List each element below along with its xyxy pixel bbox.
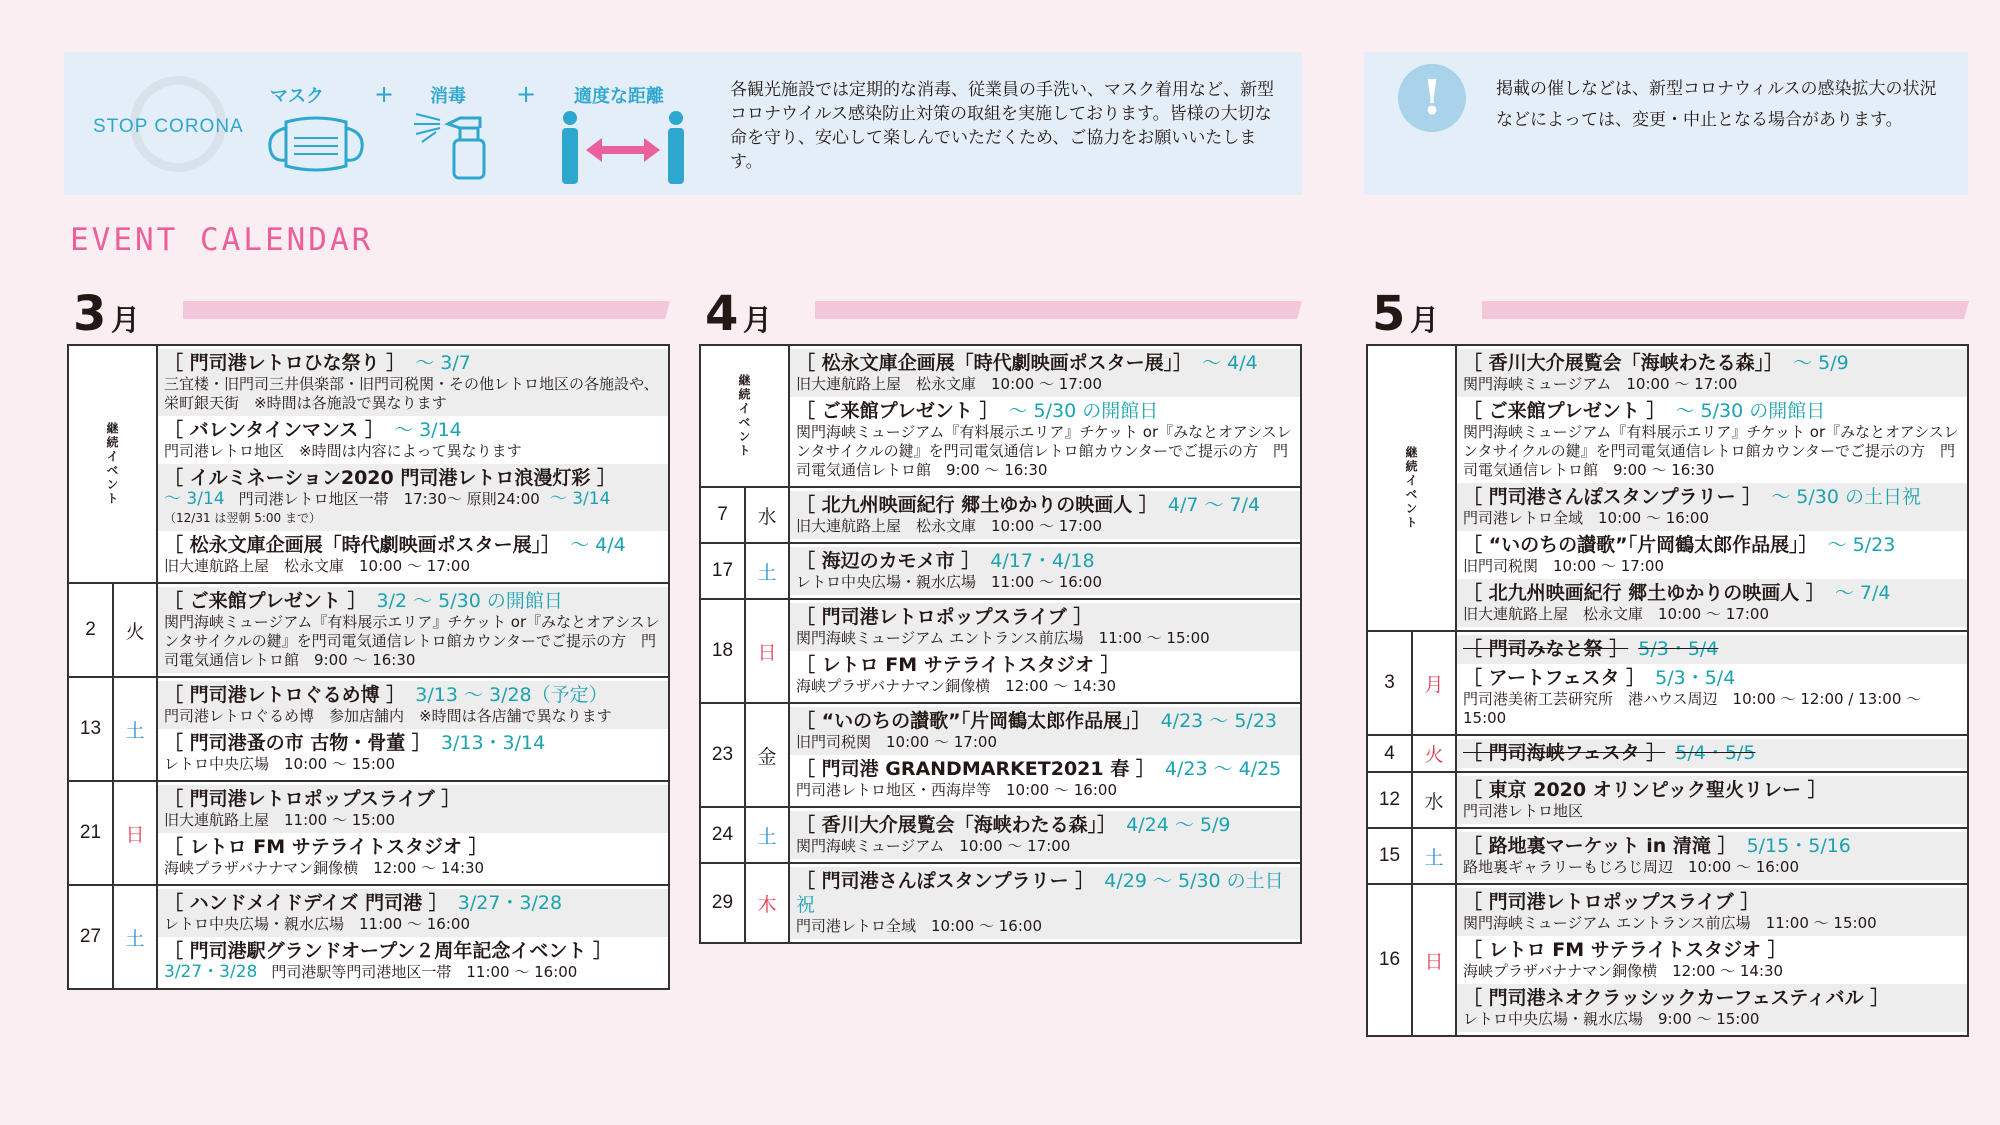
month-header (699, 284, 1302, 342)
event-item (1457, 483, 1967, 531)
ongoing-label: 継続イベント (105, 422, 119, 506)
table-row (1368, 829, 1967, 885)
event-title: ［ 門司港 GRANDMARKET2021 春 ］ (796, 758, 1155, 780)
date-cell: 4 (1368, 736, 1413, 771)
event-detail: 関門海峡ミュージアム『有料展示エリア』チケット or『みなとオアシスレンタサイクルの鍵』を門司電気通信レトロ館カウンターでご提示の方 門司電気通信レトロ館 9:00 ～ 16:30 (796, 423, 1292, 479)
table-row (69, 782, 668, 886)
event-detail: 門司港レトロ地区一帯 17:30～ 原則24:00 (238, 490, 540, 508)
event-title: ［ ハンドメイドデイズ 門司港 ］ (164, 892, 448, 914)
event-detail: 門司港レトロ全域 10:00 ～ 16:00 (796, 917, 1042, 935)
event-title: ［ 門司港レトロポップスライブ ］ (796, 606, 1093, 628)
date-cell: 15 (1368, 829, 1413, 883)
event-table (67, 344, 670, 990)
event-item (790, 651, 1300, 699)
event-title: ［ ご来館プレゼント ］ (164, 590, 367, 612)
table-row (1368, 346, 1967, 632)
event-item (1457, 397, 1967, 483)
table-row (701, 488, 1300, 544)
month-header-bar (183, 301, 670, 319)
event-item (158, 833, 668, 881)
month-number: 4 (705, 286, 739, 342)
event-detail: 門司港美術工芸研究所 港ハウス周辺 10:00 ～ 12:00 / 13:00 ～ 15:00 (1463, 690, 1922, 727)
event-detail: 門司港レトロ地区 ※時間は内容によって異なります (164, 442, 522, 460)
event-period: 3/2 ～ 5/30 の開館日 (376, 590, 563, 612)
event-period: 5/4・5/5 (1675, 742, 1756, 764)
event-detail: レトロ中央広場・親水広場 11:00 ～ 16:00 (164, 915, 470, 933)
event-period: ～ 5/9 (1793, 352, 1849, 374)
spray-icon (408, 112, 498, 182)
event-period: 3/27・3/28 (164, 962, 258, 982)
event-detail: 海峡プラザバナナマン銅像横 12:00 ～ 14:30 (164, 859, 485, 877)
event-item (790, 349, 1300, 397)
mask-icon (264, 114, 368, 176)
table-row (701, 704, 1300, 808)
event-item (790, 867, 1300, 939)
weekday-cell: 木 (746, 864, 790, 942)
event-period: ～ 3/14 (164, 489, 225, 509)
event-detail: 関門海峡ミュージアム エントランス前広場 11:00 ～ 15:00 (796, 629, 1210, 647)
event-detail: 路地裏ギャラリーもじろじ周辺 10:00 ～ 16:00 (1463, 858, 1799, 876)
table-row (701, 864, 1300, 942)
corona-message: 各観光施設では定期的な消毒、従業員の手洗い、マスク着用など、新型コロナウイルス感染防止対策の取組を実施しております。皆様の大切な命を守り、安心して楽しんでいただくため、ご協力をお願いいたします。 (730, 80, 1274, 172)
weekday-cell: 月 (1413, 632, 1457, 734)
event-title: ［ 門司港蚤の市 古物・骨董 ］ (164, 732, 431, 754)
event-period: ～ 5/30 の開館日 (1675, 400, 1826, 422)
weekday-cell: 火 (1413, 736, 1457, 771)
event-detail: 門司港レトロ地区 (1463, 802, 1584, 820)
event-period: ～ 4/4 (570, 534, 626, 556)
date-cell: 12 (1368, 773, 1413, 827)
table-row (701, 600, 1300, 704)
table-row (1368, 632, 1967, 736)
event-detail: 門司港レトロ地区・西海岸等 10:00 ～ 16:00 (796, 781, 1117, 799)
date-cell: 16 (1368, 885, 1413, 1035)
weekday-cell: 金 (746, 704, 790, 806)
event-detail: レトロ中央広場・親水広場 11:00 ～ 16:00 (796, 573, 1102, 591)
event-item (1457, 635, 1967, 664)
events-cell (790, 808, 1300, 862)
event-item (1457, 984, 1967, 1032)
event-period: 4/24 ～ 5/9 (1126, 814, 1231, 836)
month-header (1366, 284, 1969, 342)
event-detail: 海峡プラザバナナマン銅像横 12:00 ～ 14:30 (1463, 962, 1784, 980)
event-title: ［ イルミネーション2020 門司港レトロ浪漫灯彩 ］ (164, 467, 616, 489)
month-number: 3 (73, 286, 107, 342)
date-cell: 24 (701, 808, 746, 862)
ongoing-label: 継続イベント (737, 374, 751, 458)
exclamation-icon: ! (1398, 64, 1466, 132)
event-title: ［ 東京 2020 オリンピック聖火リレー ］ (1463, 779, 1827, 801)
month-header (67, 284, 670, 342)
event-title: ［ バレンタインマンス ］ (164, 419, 385, 441)
ongoing-label-cell (69, 346, 158, 582)
plus-sign: + (374, 80, 395, 108)
table-row (69, 886, 668, 988)
events-cell (158, 678, 668, 780)
event-period: 4/7 ～ 7/4 (1167, 494, 1261, 516)
event-item (158, 531, 668, 579)
month-suffix: 月 (743, 303, 773, 337)
event-item (158, 937, 668, 985)
table-row (701, 808, 1300, 864)
event-detail: 関門海峡ミュージアム 10:00 ～ 17:00 (1463, 375, 1738, 393)
events-cell (158, 346, 668, 582)
event-detail: 門司港レトロぐるめ博 参加店舗内 ※時間は各店舗で異なります (164, 707, 612, 725)
event-item (1457, 531, 1967, 579)
event-detail: 旧大連航路上屋 松永文庫 10:00 ～ 17:00 (796, 517, 1102, 535)
weekday-cell: 日 (746, 600, 790, 702)
event-item (790, 707, 1300, 755)
month-column-may (1366, 284, 1969, 1037)
event-title: ［ 門司港駅グランドオープン２周年記念イベント ］ (164, 940, 612, 962)
event-period: ～ 5/30 の開館日 (1008, 400, 1159, 422)
events-cell (790, 346, 1300, 486)
events-cell (158, 886, 668, 988)
events-cell (158, 782, 668, 884)
event-item (158, 416, 668, 464)
plus-sign: + (516, 80, 537, 108)
event-period: ～ 3/14 (549, 489, 611, 509)
date-cell: 23 (701, 704, 746, 806)
event-item (790, 547, 1300, 595)
events-cell (790, 488, 1300, 542)
event-detail: 三宜楼・旧門司三井倶楽部・旧門司税関・その他レトロ地区の各施設や、栄町銀天街 ※時間は各施設で異なります (164, 375, 659, 412)
event-item (1457, 776, 1967, 824)
event-period: 5/3・5/4 (1638, 638, 1719, 660)
event-period: 3/13・3/14 (440, 732, 546, 754)
event-item (158, 729, 668, 777)
events-cell (790, 544, 1300, 598)
date-cell: 7 (701, 488, 746, 542)
event-title: ［ 門司港さんぽスタンプラリー ］ (796, 870, 1095, 892)
event-detail: 旧門司税関 10:00 ～ 17:00 (796, 733, 997, 751)
event-period: 5/15・5/16 (1746, 835, 1851, 857)
event-title: ［ 門司港レトロポップスライブ ］ (164, 788, 461, 810)
event-item (790, 397, 1300, 483)
weekday-cell: 土 (114, 886, 158, 988)
event-title: ［ 門司海峡フェスタ ］ (1463, 742, 1666, 764)
event-period: ～ 7/4 (1834, 582, 1891, 604)
date-cell: 21 (69, 782, 114, 884)
month-header-bar (1482, 301, 1969, 319)
weekday-cell: 日 (114, 782, 158, 884)
ongoing-label-cell (701, 346, 790, 486)
weekday-cell: 土 (114, 678, 158, 780)
event-item (158, 889, 668, 937)
event-detail: 旧大連航路上屋 松永文庫 10:00 ～ 17:00 (796, 375, 1102, 393)
event-title: ［ 門司港レトロポップスライブ ］ (1463, 891, 1760, 913)
event-period: ～ 5/30 の土日祝 (1771, 486, 1921, 508)
event-title: ［ レトロ FM サテライトスタジオ ］ (796, 654, 1120, 676)
ongoing-label: 継続イベント (1404, 446, 1418, 530)
event-title: ［ ご来館プレゼント ］ (1463, 400, 1666, 422)
table-row (69, 346, 668, 584)
corona-banner (64, 52, 1302, 195)
event-title: ［ 路地裏マーケット in 清滝 ］ (1463, 835, 1737, 857)
event-detail: 門司港レトロ全域 10:00 ～ 16:00 (1463, 509, 1709, 527)
notice-banner (1364, 52, 1968, 195)
event-period: 4/17・4/18 (990, 550, 1095, 572)
event-item (158, 681, 668, 729)
table-row (1368, 885, 1967, 1035)
table-row (1368, 773, 1967, 829)
event-title: ［ 香川大介展覧会「海峡わたる森」］ (1463, 352, 1784, 374)
event-title: ［ レトロ FM サテライトスタジオ ］ (1463, 939, 1787, 961)
event-period: ～ 3/7 (415, 352, 471, 374)
month-column-april (699, 284, 1302, 944)
events-cell (790, 600, 1300, 702)
event-item (158, 464, 668, 531)
event-period: 3/27・3/28 (457, 892, 563, 914)
date-cell: 17 (701, 544, 746, 598)
event-title: ［ 北九州映画紀行 郷土ゆかりの映画人 ］ (796, 494, 1158, 516)
event-period: ～ 4/4 (1202, 352, 1258, 374)
weekday-cell: 水 (1413, 773, 1457, 827)
notice-message: 掲載の催しなどは、新型コロナウィルスの感染拡大の状況などによっては、変更・中止となる場合があります。 (1496, 79, 1937, 130)
event-period: 3/13 ～ 3/28（予定） (415, 684, 608, 706)
event-period: 5/3・5/4 (1655, 667, 1736, 689)
event-detail: 旧門司税関 10:00 ～ 17:00 (1463, 557, 1664, 575)
date-cell: 29 (701, 864, 746, 942)
weekday-cell: 土 (1413, 829, 1457, 883)
month-suffix: 月 (111, 303, 141, 337)
event-item (1457, 579, 1967, 627)
table-row (69, 584, 668, 678)
event-detail: レトロ中央広場 10:00 ～ 15:00 (164, 755, 395, 773)
event-detail: 関門海峡ミュージアム 10:00 ～ 17:00 (796, 837, 1071, 855)
date-cell: 18 (701, 600, 746, 702)
event-item (790, 603, 1300, 651)
event-item (1457, 888, 1967, 936)
event-detail: 関門海峡ミュージアム『有料展示エリア』チケット or『みなとオアシスレンタサイクルの鍵』を門司電気通信レトロ館カウンターでご提示の方 門司電気通信レトロ館 9:00 ～ 16:30 (1463, 423, 1959, 479)
event-title: ［ 門司港さんぽスタンプラリー ］ (1463, 486, 1762, 508)
event-title: ［ 北九州映画紀行 郷土ゆかりの映画人 ］ (1463, 582, 1825, 604)
event-detail: 関門海峡ミュージアム『有料展示エリア』チケット or『みなとオアシスレンタサイクルの鍵』を門司電気通信レトロ館カウンターでご提示の方 門司電気通信レトロ館 9:00 ～ 16:30 (164, 613, 660, 669)
table-row (69, 678, 668, 782)
events-cell (1457, 885, 1967, 1035)
event-title: ［ ご来館プレゼント ］ (796, 400, 999, 422)
event-title: ［ “いのちの讃歌”「片岡鶴太郎作品展」］ (1463, 534, 1818, 556)
event-item (790, 755, 1300, 803)
event-title: ［ 門司港レトロひな祭り ］ (164, 352, 406, 374)
table-row (1368, 736, 1967, 773)
weekday-cell: 日 (1413, 885, 1457, 1035)
month-column-march (67, 284, 670, 990)
event-title: ［ アートフェスタ ］ (1463, 667, 1646, 689)
event-table (699, 344, 1302, 944)
event-period: 4/23 ～ 5/23 (1160, 710, 1278, 732)
events-cell (1457, 632, 1967, 734)
event-item (790, 811, 1300, 859)
stop-corona-label: STOP CORONA (93, 116, 244, 137)
weekday-cell: 土 (746, 544, 790, 598)
event-detail: 旧大連航路上屋 松永文庫 10:00 ～ 17:00 (1463, 605, 1769, 623)
event-item (790, 491, 1300, 539)
table-row (701, 544, 1300, 600)
event-title: ［ 香川大介展覧会「海峡わたる森」］ (796, 814, 1117, 836)
event-calendar-title: EVENT CALENDAR (70, 222, 374, 258)
events-cell (1457, 829, 1967, 883)
event-detail: 旧大連航路上屋 松永文庫 10:00 ～ 17:00 (164, 557, 470, 575)
event-period: 4/29 ～ 5/30 の土日祝 (796, 870, 1284, 916)
event-title: ［ 門司港ネオクラッシックカーフェスティバル ］ (1463, 987, 1890, 1009)
event-title: ［ “いのちの讃歌”「片岡鶴太郎作品展」］ (796, 710, 1151, 732)
event-item (158, 587, 668, 673)
event-note: （12/31 は翌朝 5:00 まで） (164, 511, 321, 525)
event-title: ［ レトロ FM サテライトスタジオ ］ (164, 836, 488, 858)
event-title: ［ 海辺のカモメ市 ］ (796, 550, 981, 572)
event-title: ［ 門司港レトロぐるめ博 ］ (164, 684, 406, 706)
month-header-bar (815, 301, 1302, 319)
event-item (1457, 832, 1967, 880)
date-cell: 27 (69, 886, 114, 988)
weekday-cell: 火 (114, 584, 158, 676)
event-item (1457, 739, 1967, 768)
month-suffix: 月 (1410, 303, 1440, 337)
table-row (701, 346, 1300, 488)
event-detail: 旧大連航路上屋 11:00 ～ 15:00 (164, 811, 395, 829)
events-cell (158, 584, 668, 676)
event-table (1366, 344, 1969, 1037)
event-item (1457, 349, 1967, 397)
event-period: ～ 3/14 (394, 419, 462, 441)
event-item (1457, 664, 1967, 731)
event-detail: 海峡プラザバナナマン銅像横 12:00 ～ 14:30 (796, 677, 1117, 695)
disinfect-label: 消毒 (430, 86, 466, 107)
event-title: ［ 門司みなと祭 ］ (1463, 638, 1629, 660)
month-number: 5 (1372, 286, 1406, 342)
distance-label: 適度な距離 (574, 86, 664, 107)
events-cell (1457, 346, 1967, 630)
events-cell (790, 704, 1300, 806)
mask-label: マスク (270, 86, 324, 107)
event-detail: 門司港駅等門司港地区一帯 11:00 ～ 16:00 (271, 963, 578, 981)
date-cell: 3 (1368, 632, 1413, 734)
social-distance-icon (558, 110, 688, 186)
event-title: ［ 松永文庫企画展「時代劇映画ポスター展」］ (796, 352, 1193, 374)
events-cell (790, 864, 1300, 942)
event-detail: 関門海峡ミュージアム エントランス前広場 11:00 ～ 15:00 (1463, 914, 1877, 932)
event-period: ～ 5/23 (1827, 534, 1896, 556)
event-item (158, 349, 668, 416)
event-period: 4/23 ～ 4/25 (1164, 758, 1282, 780)
events-cell (1457, 736, 1967, 771)
ongoing-label-cell (1368, 346, 1457, 630)
event-detail: レトロ中央広場・親水広場 9:00 ～ 15:00 (1463, 1010, 1760, 1028)
events-cell (1457, 773, 1967, 827)
date-cell: 2 (69, 584, 114, 676)
event-item (158, 785, 668, 833)
event-title: ［ 松永文庫企画展「時代劇映画ポスター展」］ (164, 534, 561, 556)
event-item (1457, 936, 1967, 984)
weekday-cell: 水 (746, 488, 790, 542)
weekday-cell: 土 (746, 808, 790, 862)
date-cell: 13 (69, 678, 114, 780)
